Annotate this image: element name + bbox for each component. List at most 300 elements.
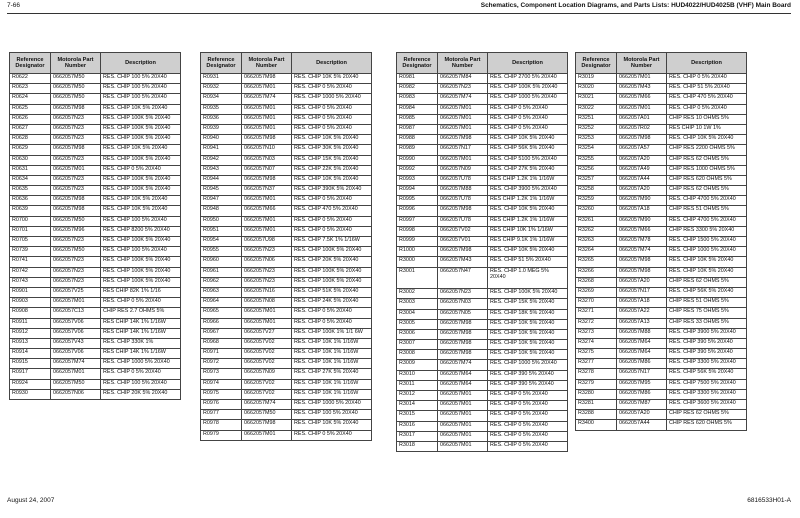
reference-designator: R3269 xyxy=(576,287,617,297)
description: RES. CHIP 3300 5% 20X40 xyxy=(667,359,747,369)
description: RES. CHIP 3900 5% 20X40 xyxy=(667,328,747,338)
table-row xyxy=(201,226,372,236)
description: RES CHIP 9.1K 1% 1/16W xyxy=(488,237,568,247)
column-header-part-number: Motorola Part Number xyxy=(438,53,488,74)
reference-designator: R0998 xyxy=(397,226,438,236)
reference-designator: R3007 xyxy=(397,340,438,350)
part-number: 0662057M66 xyxy=(617,94,667,104)
part-number: 0662057M01 xyxy=(242,430,292,440)
reference-designator: R0939 xyxy=(201,124,242,134)
description: RES. CHIP 10K 1% 1/16W xyxy=(292,389,372,399)
reference-designator: R0982 xyxy=(397,84,438,94)
description: RES. CHIP 0 5% 20X40 xyxy=(488,401,568,411)
reference-designator: R0997 xyxy=(397,216,438,226)
description: RES. CHIP 10K 1% 1/16W xyxy=(292,359,372,369)
table-row xyxy=(397,124,568,134)
part-number: 0662057M01 xyxy=(438,401,488,411)
reference-designator: R3272 xyxy=(576,318,617,328)
table-row xyxy=(397,165,568,175)
table-row xyxy=(397,340,568,350)
description: RES. CHIP 0 5% 20X40 xyxy=(101,298,181,308)
table-row xyxy=(576,175,747,185)
reference-designator: R3020 xyxy=(576,84,617,94)
reference-designator: R3018 xyxy=(397,441,438,451)
part-number: 0662057M98 xyxy=(617,267,667,277)
part-number: 0662057M01 xyxy=(438,411,488,421)
reference-designator: R3006 xyxy=(397,329,438,339)
reference-designator: R3400 xyxy=(576,420,617,430)
table-row xyxy=(576,308,747,318)
table-row xyxy=(201,186,372,196)
table-row xyxy=(576,338,747,348)
table-row xyxy=(576,349,747,359)
reference-designator: R0976 xyxy=(201,400,242,410)
description: RES. CHIP 470 5% 20X40 xyxy=(667,94,747,104)
reference-designator: R0914 xyxy=(10,349,51,359)
reference-designator: R0942 xyxy=(201,155,242,165)
reference-designator: R0993 xyxy=(397,175,438,185)
reference-designator: R0947 xyxy=(201,196,242,206)
reference-designator: R3281 xyxy=(576,400,617,410)
description: RES. CHIP 0 5% 20X40 xyxy=(292,226,372,236)
table-row xyxy=(201,165,372,175)
part-number: 0662057M01 xyxy=(51,298,101,308)
description: RES. CHIP 0 5% 20X40 xyxy=(292,84,372,94)
description: CHIP RES 620 OHMS 5% xyxy=(667,175,747,185)
description: RES. CHIP 1000 5% 20X40 xyxy=(667,247,747,257)
table-row xyxy=(201,104,372,114)
table-row xyxy=(10,196,181,206)
part-number: 0662057M64 xyxy=(438,380,488,390)
reference-designator: R0971 xyxy=(201,349,242,359)
table-row xyxy=(397,74,568,84)
table-row xyxy=(10,298,181,308)
table-row xyxy=(397,431,568,441)
part-number: 0662057A18 xyxy=(617,298,667,308)
table-row xyxy=(397,247,568,257)
table-row xyxy=(201,124,372,134)
part-number: 0662057M84 xyxy=(438,74,488,84)
reference-designator: R3274 xyxy=(576,338,617,348)
column-header-reference: Reference Designator xyxy=(397,53,438,74)
reference-designator: R3278 xyxy=(576,369,617,379)
reference-designator: R3019 xyxy=(576,74,617,84)
table-row xyxy=(576,145,747,155)
reference-designator: R0624 xyxy=(10,94,51,104)
reference-designator: R3288 xyxy=(576,410,617,420)
description: RES. CHIP 0 5% 20X40 xyxy=(488,431,568,441)
part-number: 0662057M50 xyxy=(51,379,101,389)
reference-designator: R3003 xyxy=(397,299,438,309)
part-number: 0662057M43 xyxy=(438,257,488,267)
description: RES. CHIP 0 5% 20X40 xyxy=(488,114,568,124)
description: CHIP RES 51 OHMS 5% xyxy=(667,206,747,216)
reference-designator: R0636 xyxy=(10,196,51,206)
description: CHIP RES 75 OHMS 5% xyxy=(667,308,747,318)
reference-designator: R3256 xyxy=(576,165,617,175)
description: RES CHIP 10 1W 1% xyxy=(667,124,747,134)
table-row xyxy=(576,196,747,206)
description: RES. CHIP 390 5% 20X40 xyxy=(488,380,568,390)
description: RES. CHIP 0 5% 20X40 xyxy=(292,124,372,134)
reference-designator: R3009 xyxy=(397,360,438,370)
part-number: 0662057N23 xyxy=(51,277,101,287)
description: RES CHIP 1.2K 1% 1/16W xyxy=(488,216,568,226)
description: RES. CHIP 1000 5% 20X40 xyxy=(101,359,181,369)
part-number: 0662057M74 xyxy=(438,94,488,104)
description: RES. CHIP 100K 5% 20X40 xyxy=(101,267,181,277)
description: RES. CHIP 18K 5% 20X40 xyxy=(488,309,568,319)
part-number: 0662057M88 xyxy=(438,186,488,196)
reference-designator: R0936 xyxy=(201,114,242,124)
reference-designator: R3263 xyxy=(576,237,617,247)
reference-designator: R0972 xyxy=(201,359,242,369)
part-number: 0662057V27 xyxy=(242,328,292,338)
table-row xyxy=(201,410,372,420)
description: RES. CHIP 10K 1% 1/16W xyxy=(292,349,372,359)
part-number: 0662057M98 xyxy=(438,350,488,360)
reference-designator: R0983 xyxy=(397,94,438,104)
description: RES. CHIP 100 5% 20X40 xyxy=(101,247,181,257)
description: RES. CHIP 0 5% 20X40 xyxy=(667,104,747,114)
part-number: 0662057N17 xyxy=(617,287,667,297)
table-row xyxy=(576,94,747,104)
description: RES. CHIP 10K 5% 20X40 xyxy=(292,135,372,145)
table-row xyxy=(201,175,372,185)
part-number: 0662057N23 xyxy=(242,267,292,277)
description: RES. CHIP 100K 5% 20X40 xyxy=(488,289,568,299)
part-number: 0662057M01 xyxy=(438,421,488,431)
table-row xyxy=(576,277,747,287)
part-number: 0662057M66 xyxy=(617,226,667,236)
part-number: 0662057M66 xyxy=(242,206,292,216)
part-number: 0662057N09 xyxy=(242,369,292,379)
part-number: 0662057N16 xyxy=(242,287,292,297)
table-row xyxy=(576,389,747,399)
reference-designator: R0985 xyxy=(397,114,438,124)
part-number: 0662057M01 xyxy=(242,318,292,328)
part-number: 0662057M98 xyxy=(438,135,488,145)
table-row xyxy=(10,267,181,277)
reference-designator: R0625 xyxy=(10,104,51,114)
table-row xyxy=(576,135,747,145)
description: CHIP RES 3300 5% 20X40 xyxy=(667,226,747,236)
part-number: 0662057A22 xyxy=(617,308,667,318)
part-number: 0662057N05 xyxy=(438,309,488,319)
reference-designator: R0944 xyxy=(201,175,242,185)
description: RES. CHIP 1500 5% 20X40 xyxy=(667,237,747,247)
description: RES. CHIP 20K 5% 20X40 xyxy=(292,257,372,267)
part-number: 0662057V02 xyxy=(242,379,292,389)
reference-designator: R0623 xyxy=(10,84,51,94)
table-row xyxy=(10,124,181,134)
part-number: 0662057N23 xyxy=(51,257,101,267)
description: RES. CHIP 100 5% 20X40 xyxy=(101,94,181,104)
reference-designator: R3280 xyxy=(576,389,617,399)
description: RES. CHIP 10K 5% 20X40 xyxy=(292,420,372,430)
column-header-part-number: Motorola Part Number xyxy=(617,53,667,74)
reference-designator: R0999 xyxy=(397,237,438,247)
reference-designator: R3021 xyxy=(576,94,617,104)
reference-designator: R0631 xyxy=(10,165,51,175)
reference-designator: R0932 xyxy=(201,84,242,94)
table-row xyxy=(10,206,181,216)
part-number: 0662057U78 xyxy=(438,216,488,226)
reference-designator: R0639 xyxy=(10,206,51,216)
description: RES CHIP 1.2K 1% 1/16W xyxy=(488,196,568,206)
description: RES. CHIP 100 5% 20X40 xyxy=(101,74,181,84)
description: RES. CHIP 0 5% 20X40 xyxy=(292,104,372,114)
table-row xyxy=(201,257,372,267)
table-row xyxy=(201,216,372,226)
reference-designator: R0917 xyxy=(10,369,51,379)
reference-designator: R0912 xyxy=(10,328,51,338)
part-number: 0662057A20 xyxy=(617,155,667,165)
table-row xyxy=(576,410,747,420)
reference-designator: R3011 xyxy=(397,380,438,390)
part-number: 0662057N23 xyxy=(51,175,101,185)
description: RES. CHIP 56K 5% 20X40 xyxy=(667,287,747,297)
reference-designator: R3000 xyxy=(397,257,438,267)
part-number: 0662057M98 xyxy=(51,196,101,206)
table-row xyxy=(397,226,568,236)
description: RES. CHIP 0 5% 20X40 xyxy=(292,430,372,440)
table-row xyxy=(576,206,747,216)
reference-designator: R0963 xyxy=(201,287,242,297)
description: CHIP RES 1000 OHMS 5% xyxy=(667,165,747,175)
description: RES. CHIP 1000 5% 20X40 xyxy=(292,94,372,104)
reference-designator: R1000 xyxy=(397,247,438,257)
reference-designator: R0915 xyxy=(10,359,51,369)
part-number: 0662057A20 xyxy=(617,410,667,420)
reference-designator: R0990 xyxy=(397,155,438,165)
reference-designator: R0931 xyxy=(201,74,242,84)
reference-designator: R3016 xyxy=(397,421,438,431)
table-row xyxy=(576,165,747,175)
part-number: 0662057N37 xyxy=(242,186,292,196)
description: RES CHIP 14K 1% 1/16W xyxy=(101,318,181,328)
table-row xyxy=(201,308,372,318)
reference-designator: R3253 xyxy=(576,135,617,145)
table-row xyxy=(576,400,747,410)
part-number: 0662057M50 xyxy=(51,216,101,226)
table-row xyxy=(10,135,181,145)
description: RES. CHIP 10K 5% 20X40 xyxy=(488,206,568,216)
table-row xyxy=(201,369,372,379)
table-row xyxy=(10,318,181,328)
description: RES. CHIP 10K 5% 20X40 xyxy=(101,104,181,114)
reference-designator: R3260 xyxy=(576,206,617,216)
column-header-part-number: Motorola Part Number xyxy=(242,53,292,74)
reference-designator: R0934 xyxy=(201,94,242,104)
part-number: 0662057M50 xyxy=(51,74,101,84)
part-number: 0662057M01 xyxy=(617,74,667,84)
footer-document-number: 6816533H01-A xyxy=(747,497,791,504)
part-number: 0662057M98 xyxy=(438,319,488,329)
parts-table-3 xyxy=(396,52,568,452)
reference-designator: R0967 xyxy=(201,328,242,338)
reference-designator: R3002 xyxy=(397,289,438,299)
part-number: 0662057M01 xyxy=(438,441,488,451)
table-row xyxy=(576,369,747,379)
description: RES. CHIP 0 5% 20X40 xyxy=(292,318,372,328)
table-row xyxy=(201,389,372,399)
part-number: 0662057M50 xyxy=(242,410,292,420)
reference-designator: R3252 xyxy=(576,124,617,134)
table-row xyxy=(397,411,568,421)
part-number: 0662057M74 xyxy=(617,247,667,257)
part-number: 0662057A44 xyxy=(617,420,667,430)
table-row xyxy=(576,237,747,247)
reference-designator: R3022 xyxy=(576,104,617,114)
description: RES. CHIP 0 5% 20X40 xyxy=(488,441,568,451)
description: RES. CHIP 15K 5% 20X40 xyxy=(292,155,372,165)
part-number: 0662057N47 xyxy=(438,267,488,289)
table-row xyxy=(397,186,568,196)
table-row xyxy=(10,94,181,104)
part-number: 0662057N23 xyxy=(242,247,292,257)
part-number: 0662057M64 xyxy=(617,349,667,359)
part-number: 0662057V02 xyxy=(242,349,292,359)
table-row xyxy=(10,338,181,348)
table-row xyxy=(576,287,747,297)
description: RES. CHIP 10K 5% 20X40 xyxy=(488,350,568,360)
table-row xyxy=(10,328,181,338)
table-row xyxy=(201,247,372,257)
part-number: 0662057M98 xyxy=(242,74,292,84)
description: CHIP RES 620 OHMS 5% xyxy=(667,420,747,430)
description: RES. CHIP 0 5% 20X40 xyxy=(101,165,181,175)
part-number: 0662057M01 xyxy=(438,104,488,114)
part-number: 0662057M74 xyxy=(242,94,292,104)
table-row xyxy=(576,257,747,267)
description: RES. CHIP 27K 5% 20X40 xyxy=(292,369,372,379)
table-row xyxy=(201,114,372,124)
part-number: 0662057V06 xyxy=(51,349,101,359)
reference-designator: R3257 xyxy=(576,175,617,185)
reference-designator: R0622 xyxy=(10,74,51,84)
reference-designator: R0941 xyxy=(201,145,242,155)
description: RES. CHIP 56K 5% 20X40 xyxy=(667,369,747,379)
description: RES. CHIP 0 5% 20X40 xyxy=(488,421,568,431)
table-row xyxy=(201,155,372,165)
table-row xyxy=(10,175,181,185)
table-row xyxy=(397,114,568,124)
reference-designator: R0962 xyxy=(201,277,242,287)
table-row xyxy=(10,84,181,94)
reference-designator: R3004 xyxy=(397,309,438,319)
part-number: 0662057M01 xyxy=(242,114,292,124)
part-number: 0662057V01 xyxy=(438,237,488,247)
reference-designator: R0954 xyxy=(201,237,242,247)
description: RES. CHIP 390 5% 20X40 xyxy=(488,370,568,380)
description: RES CHIP 82K 1% 1/16 xyxy=(101,287,181,297)
reference-designator: R3012 xyxy=(397,391,438,401)
part-number: 0662057M98 xyxy=(51,206,101,216)
reference-designator: R0973 xyxy=(201,369,242,379)
description: RES. CHIP 100K 5% 20X40 xyxy=(101,237,181,247)
reference-designator: R0951 xyxy=(201,226,242,236)
part-number: 0662057M74 xyxy=(242,400,292,410)
part-number: 0662057A13 xyxy=(617,318,667,328)
part-number: 0662057M98 xyxy=(51,145,101,155)
reference-designator: R0965 xyxy=(201,308,242,318)
description: RES. CHIP 20K 5% 20X40 xyxy=(101,389,181,399)
table-row xyxy=(10,226,181,236)
table-row xyxy=(201,328,372,338)
description: RES. CHIP 100 5% 20X40 xyxy=(101,379,181,389)
reference-designator: R3251 xyxy=(576,114,617,124)
description: RES CHIP 14K 1% 1/16W xyxy=(101,349,181,359)
table-row xyxy=(201,349,372,359)
table-row xyxy=(397,309,568,319)
reference-designator: R0950 xyxy=(201,216,242,226)
reference-designator: R0911 xyxy=(10,318,51,328)
reference-designator: R0964 xyxy=(201,298,242,308)
reference-designator: R3259 xyxy=(576,196,617,206)
reference-designator: R0943 xyxy=(201,165,242,175)
part-number: 0662057M01 xyxy=(242,104,292,114)
table-row xyxy=(10,155,181,165)
table-row xyxy=(397,350,568,360)
part-number: 0662057M98 xyxy=(242,420,292,430)
reference-designator: R0995 xyxy=(397,196,438,206)
table-row xyxy=(397,267,568,289)
table-row xyxy=(576,124,747,134)
part-number: 0662057M95 xyxy=(617,379,667,389)
reference-designator: R0966 xyxy=(201,318,242,328)
reference-designator: R0989 xyxy=(397,145,438,155)
reference-designator: R0978 xyxy=(201,420,242,430)
reference-designator: R0960 xyxy=(201,257,242,267)
reference-designator: R3255 xyxy=(576,155,617,165)
table-row xyxy=(397,237,568,247)
description: RES. CHIP 24K 5% 20X40 xyxy=(292,298,372,308)
table-row xyxy=(201,206,372,216)
part-number: 0662057M98 xyxy=(438,329,488,339)
reference-designator: R0908 xyxy=(10,308,51,318)
description: RES. CHIP 0 5% 20X40 xyxy=(292,216,372,226)
table-row xyxy=(576,359,747,369)
parts-table-4 xyxy=(575,52,747,431)
reference-designator: R0635 xyxy=(10,186,51,196)
description: RES. CHIP 51K 5% 20X40 xyxy=(292,287,372,297)
description: RES. CHIP 3900 5% 20X40 xyxy=(488,186,568,196)
description: CHIP RES 10 OHMS 5% xyxy=(667,114,747,124)
description: RES. CHIP 100K 5% 20X40 xyxy=(292,247,372,257)
description: RES. CHIP 100K 5% 20X40 xyxy=(488,84,568,94)
reference-designator: R0700 xyxy=(10,216,51,226)
description: RES. CHIP 100 5% 20X40 xyxy=(101,216,181,226)
part-number: 0662057M01 xyxy=(242,196,292,206)
part-number: 0662057M64 xyxy=(438,370,488,380)
table-row xyxy=(201,430,372,440)
table-row xyxy=(201,237,372,247)
description: RES. CHIP 10K 1% 1/16W xyxy=(292,379,372,389)
part-number: 0662057V06 xyxy=(51,318,101,328)
part-number: 0662057M98 xyxy=(51,104,101,114)
description: CHIP RES 62 OHMS 5% xyxy=(667,277,747,287)
description: RES. CHIP 3600 5% 20X40 xyxy=(667,400,747,410)
description: RES. CHIP 100K 5% 20X40 xyxy=(292,277,372,287)
part-number: 0662057M98 xyxy=(438,247,488,257)
reference-designator: R0634 xyxy=(10,175,51,185)
description: RES. CHIP 10K 5% 20X40 xyxy=(667,135,747,145)
description: RES. CHIP 30K 5% 20X40 xyxy=(292,145,372,155)
reference-designator: R3017 xyxy=(397,431,438,441)
reference-designator: R0743 xyxy=(10,277,51,287)
description: RES. CHIP 0 5% 20X40 xyxy=(667,74,747,84)
